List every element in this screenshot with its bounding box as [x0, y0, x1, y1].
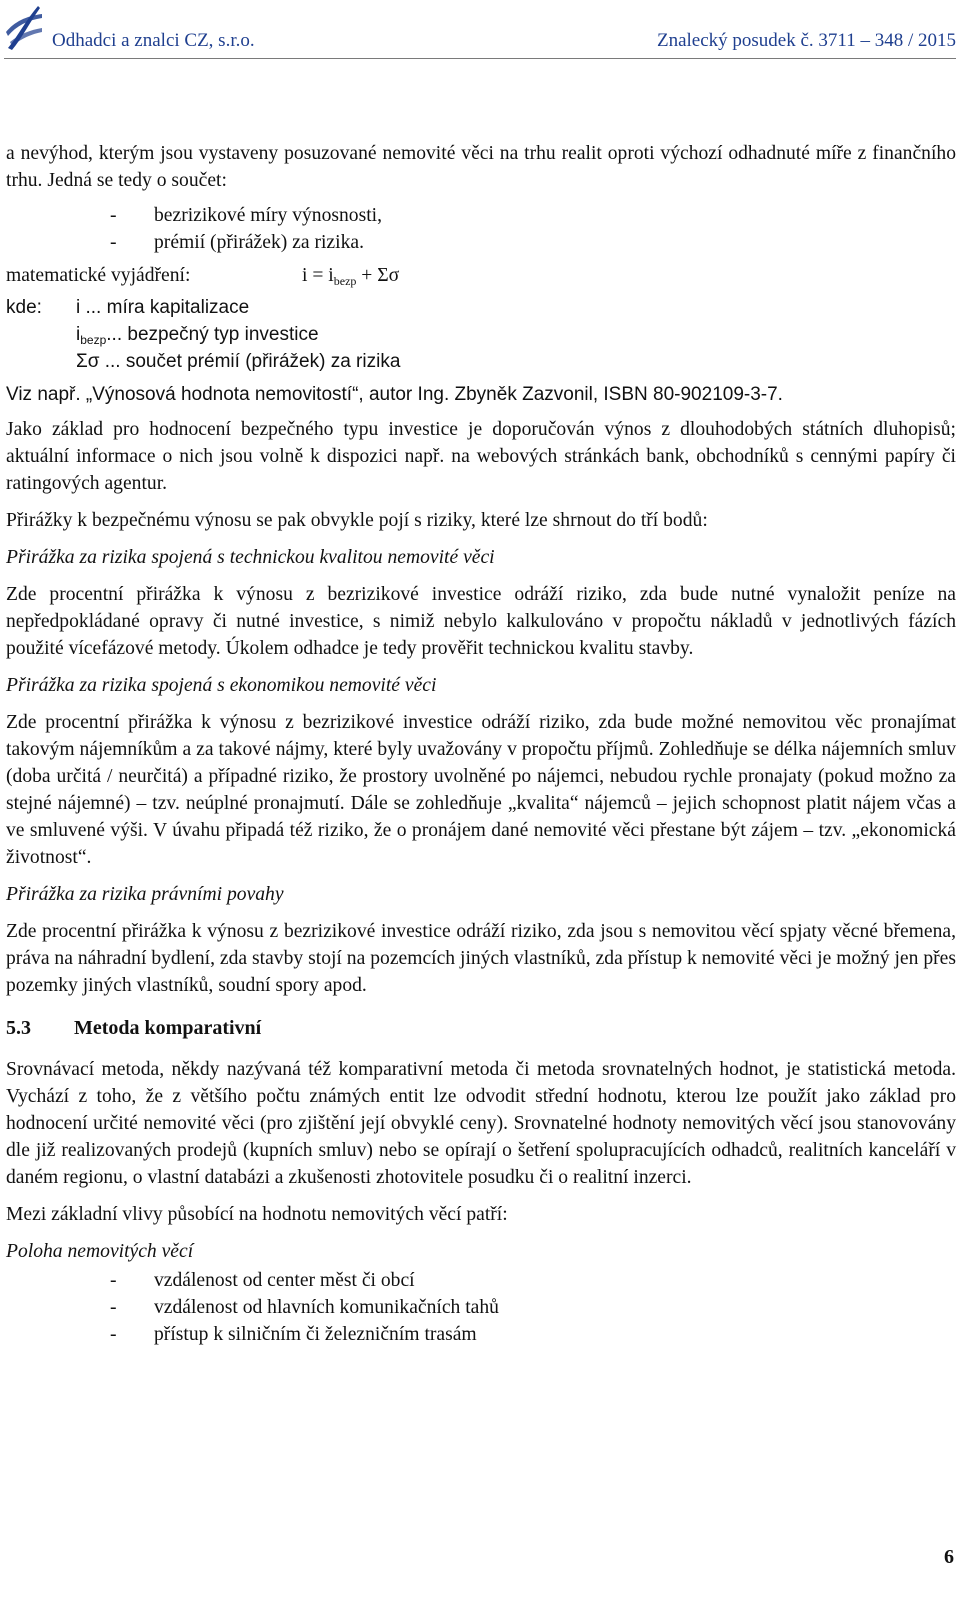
subheading: Přirážka za rizika právními povahy [6, 884, 284, 905]
formula-label: matematické vyjádření: [6, 265, 191, 286]
definition-i: i ... míra kapitalizace [76, 297, 250, 318]
subheading: Poloha nemovitých věcí [6, 1241, 194, 1262]
page-number: 6 [944, 1546, 954, 1568]
formula-row [6, 262, 956, 292]
header-divider [4, 58, 956, 59]
reference-note: Viz např. „Výnosová hodnota nemovitostí“, autor Ing. Zbyněk Zazvonil, ISBN 80-902109-3-7. [6, 384, 783, 405]
subheading: Přirážka za rizika spojená s ekonomikou nemovité věci [6, 675, 437, 696]
variable-definitions [6, 294, 956, 375]
list-item: - vzdálenost od center měst či obcí [110, 1270, 415, 1291]
paragraph: Zde procentní přirážka k výnosu z bezrizikové investice odráží riziko, zda bude nutné vynaložit peníze na nepředpokládané opravy či nutné investice, s nimiž nebylo kalkulováno v propočtu nákladů v jednotlivých fázích použité vícefázové metody. Úkolem odhadce je tedy prověřit technickou kvalitu stavby. [6, 584, 956, 659]
list-item: - prémií (přirážek) za rizika. [110, 232, 364, 253]
list-item: - přístup k silničním či železničním trasám [110, 1324, 477, 1345]
list-item: - bezrizikové míry výnosnosti, [110, 205, 383, 226]
formula: $i = i_{bezp} + \Sigma\sigma$ [302, 265, 400, 288]
paragraph: Mezi základní vlivy působící na hodnotu nemovitých věcí patří: [6, 1204, 508, 1225]
paragraph: Přirážky k bezpečnému výnosu se pak obvykle pojí s riziky, které lze shrnout do tří bodů: [6, 510, 708, 531]
company-logo-icon [4, 2, 44, 52]
company-name: Odhadci a znalci CZ, s.r.o. [52, 30, 255, 51]
paragraph: Zde procentní přirážka k výnosu z bezrizikové investice odráží riziko, zda bude možné nemovitou věc pronajímat takovým nájemníkům a za takové nájmy, které byly uvažovány v propočtu příjmů. Zohledňuje se délka nájemních smluv (doba určitá / neurčitá) a případné riziko, že prostory uvolněné po nájemci, nebudou rychle pronajaty (pokud možno za stejné nájemné) – tzv. neúplné pronajmutí. Dále se zohledňuje „kvalita“ nájemců – jejich schopnost platit nájem včas a ve smluvené výši. V úvahu připadá též riziko, že o pronájem dané nemovité věci přestane být zájem – tzv. „ekonomická životnost“. [6, 712, 956, 868]
list-item: - vzdálenost od hlavních komunikačních tahů [110, 1297, 499, 1318]
risk-sum-list [6, 202, 956, 256]
section-title: Metoda komparativní [74, 1017, 262, 1039]
subheading: Přirážka za rizika spojená s technickou kvalitou nemovité věci [6, 547, 495, 568]
definition-sigma: Σσ ... součet prémií (přirážek) za rizika [76, 351, 401, 372]
kde-label: kde: [6, 297, 42, 318]
paragraph: Jako základ pro hodnocení bezpečného typu investice je doporučován výnos z dlouhodobých státních dluhopisů; aktuální informace o nich jsou volně k dispozici např. na webových stránkách bank, obchodníků s cennými papíry či ratingových agentur. [6, 419, 956, 494]
section-number: 5.3 [6, 1017, 31, 1039]
location-factors-list [6, 1267, 956, 1348]
paragraph: Zde procentní přirážka k výnosu z bezrizikové investice odráží riziko, zda jsou s nemovitou věcí spjaty věcné břemena, práva na náhradní bydlení, zda stavby stojí na pozemcích jiných vlastníků, zda přístup k nemovité věci je možný jen přes pozemky jiných vlastníků, soudní spory apod. [6, 921, 956, 996]
paragraph: Srovnávací metoda, někdy nazývaná též komparativní metoda či metoda srovnatelných hodnot, je statistická metoda. Vychází z toho, že z většího počtu známých entit lze odvodit střední hodnotu, kterou lze použít jako základ pro hodnocení určité nemovité věci (pro zjištění její obvyklé ceny). Srovnatelné hodnoty nemovitých věcí jsou stanovovány dle již realizovaných prodejů (kupních smluv) nebo se opírají o šetření spolupracujících odhadců, realitních kanceláří v daném regionu, o vlastní databázi a zkušenosti zhotovitele posudku či o realitní inzerci. [6, 1059, 956, 1188]
page-header [0, 0, 960, 66]
definition-ibezp: $i_{bezp}$... bezpečný typ investice [76, 324, 319, 347]
report-number: Znalecký posudek č. 3711 – 348 / 2015 [656, 30, 956, 51]
section-heading [6, 1015, 956, 1042]
paragraph: a nevýhod, kterým jsou vystaveny posuzované nemovité věci na trhu realit oproti výchozí odhadnuté míře z finančního trhu. Jedná se tedy o součet: [6, 143, 956, 191]
document-body [6, 140, 956, 1348]
